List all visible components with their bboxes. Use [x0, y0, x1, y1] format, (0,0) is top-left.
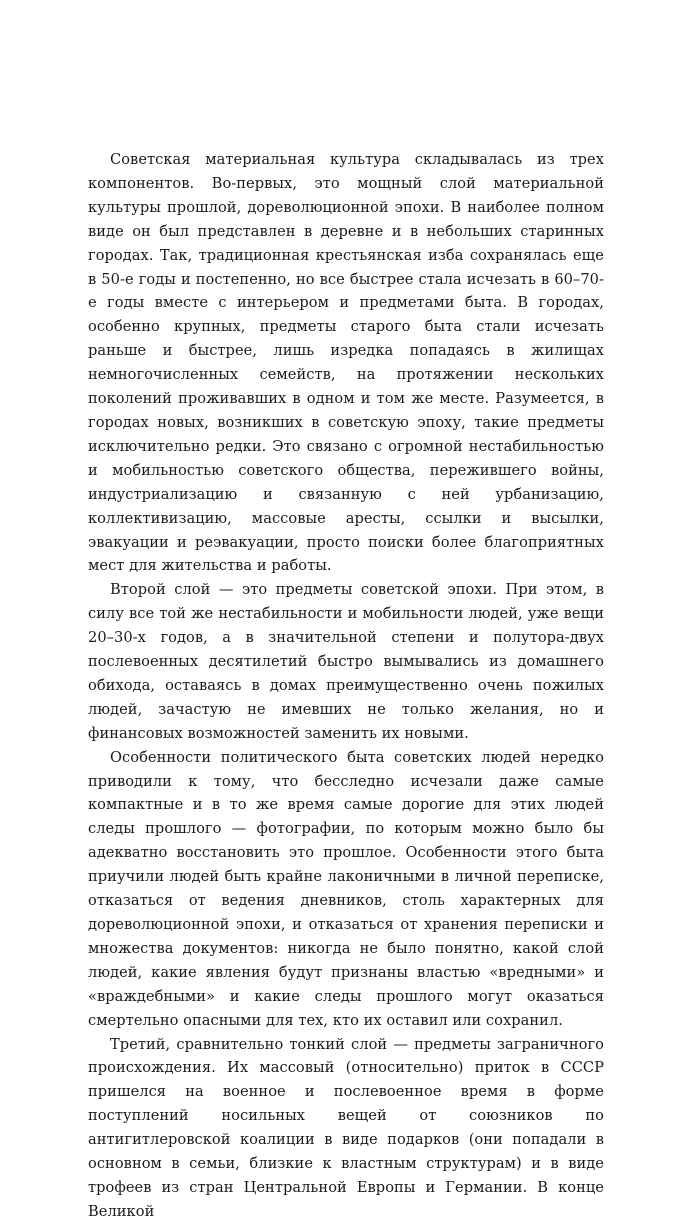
paragraph-2: Второй слой — это предметы советской эпохи. При этом, в силу все той же нестабильности и мобильности людей, уже вещи 20–30-х годов, а в значительной степени и полутора-двух послевоенных десятилетий быстро вымывались из домашнего обихода, оставаясь в домах преимущественно очень пожилых людей, зачастую не имевших не только желания, но и финансовых возможностей заменить их новыми.: [88, 581, 604, 742]
paragraph-4: Третий, сравнительно тонкий слой — предметы заграничного происхождения. Их массовый (относительно) приток в СССР пришелся на военное и послевоенное время в форме поступлений носильных вещей от союзников по антигитлеровской коалиции в виде подарков (они попадали в основном в семьи, близкие к властным структурам) и в виде трофеев из стран Центральной Европы и Германии. В конце Великой: [88, 1035, 604, 1220]
page-body: [88, 148, 604, 1224]
paragraph-1: Советская материальная культура складывалась из трех компонентов. Во-первых, это мощный слой материальной культуры прошлой, дореволюционной эпохи. В наиболее полном виде он был представлен в деревне и в небольших старинных городах. Так, традиционная крестьянская изба сохранялась еще в 50-е годы и постепенно, но все быстрее стала исчезать в 60–70-е годы вместе с интерьером и предметами быта. В городах, особенно крупных, предметы старого быта стали исчезать раньше и быстрее, лишь изредка попадаясь в жилищах немногочисленных семейств, на протяжении нескольких поколений проживавших в одном и том же месте. Разумеется, в городах новых, возникших в советскую эпоху, такие предметы исключительно редки. Это связано с огромной нестабильностью и мобильностью советского общества, пережившего войны, индустриализацию и связанную с ней урбанизацию, коллективизацию, массовые аресты, ссылки и высылки, эвакуации и реэвакуации, просто поиски более благоприятных мест для жительства и работы.: [88, 151, 604, 575]
paragraph-3: Особенности политического быта советских людей нередко приводили к тому, что бесследно исчезали даже самые компактные и в то же время самые дорогие для этих людей следы прошлого — фотографии, по которым можно было бы адекватно восстановить это прошлое. Особенности этого быта приучили людей быть крайне лаконичными в личной переписке, отказаться от ведения дневников, столь характерных для дореволюционной эпохи, и отказаться от хранения переписки и множества документов: никогда не было понятно, какой слой людей, какие явления будут признаны властью «вредными» и «враждебными» и какие следы прошлого могут оказаться смертельно опасными для тех, кто их оставил или сохранил.: [88, 748, 604, 1029]
